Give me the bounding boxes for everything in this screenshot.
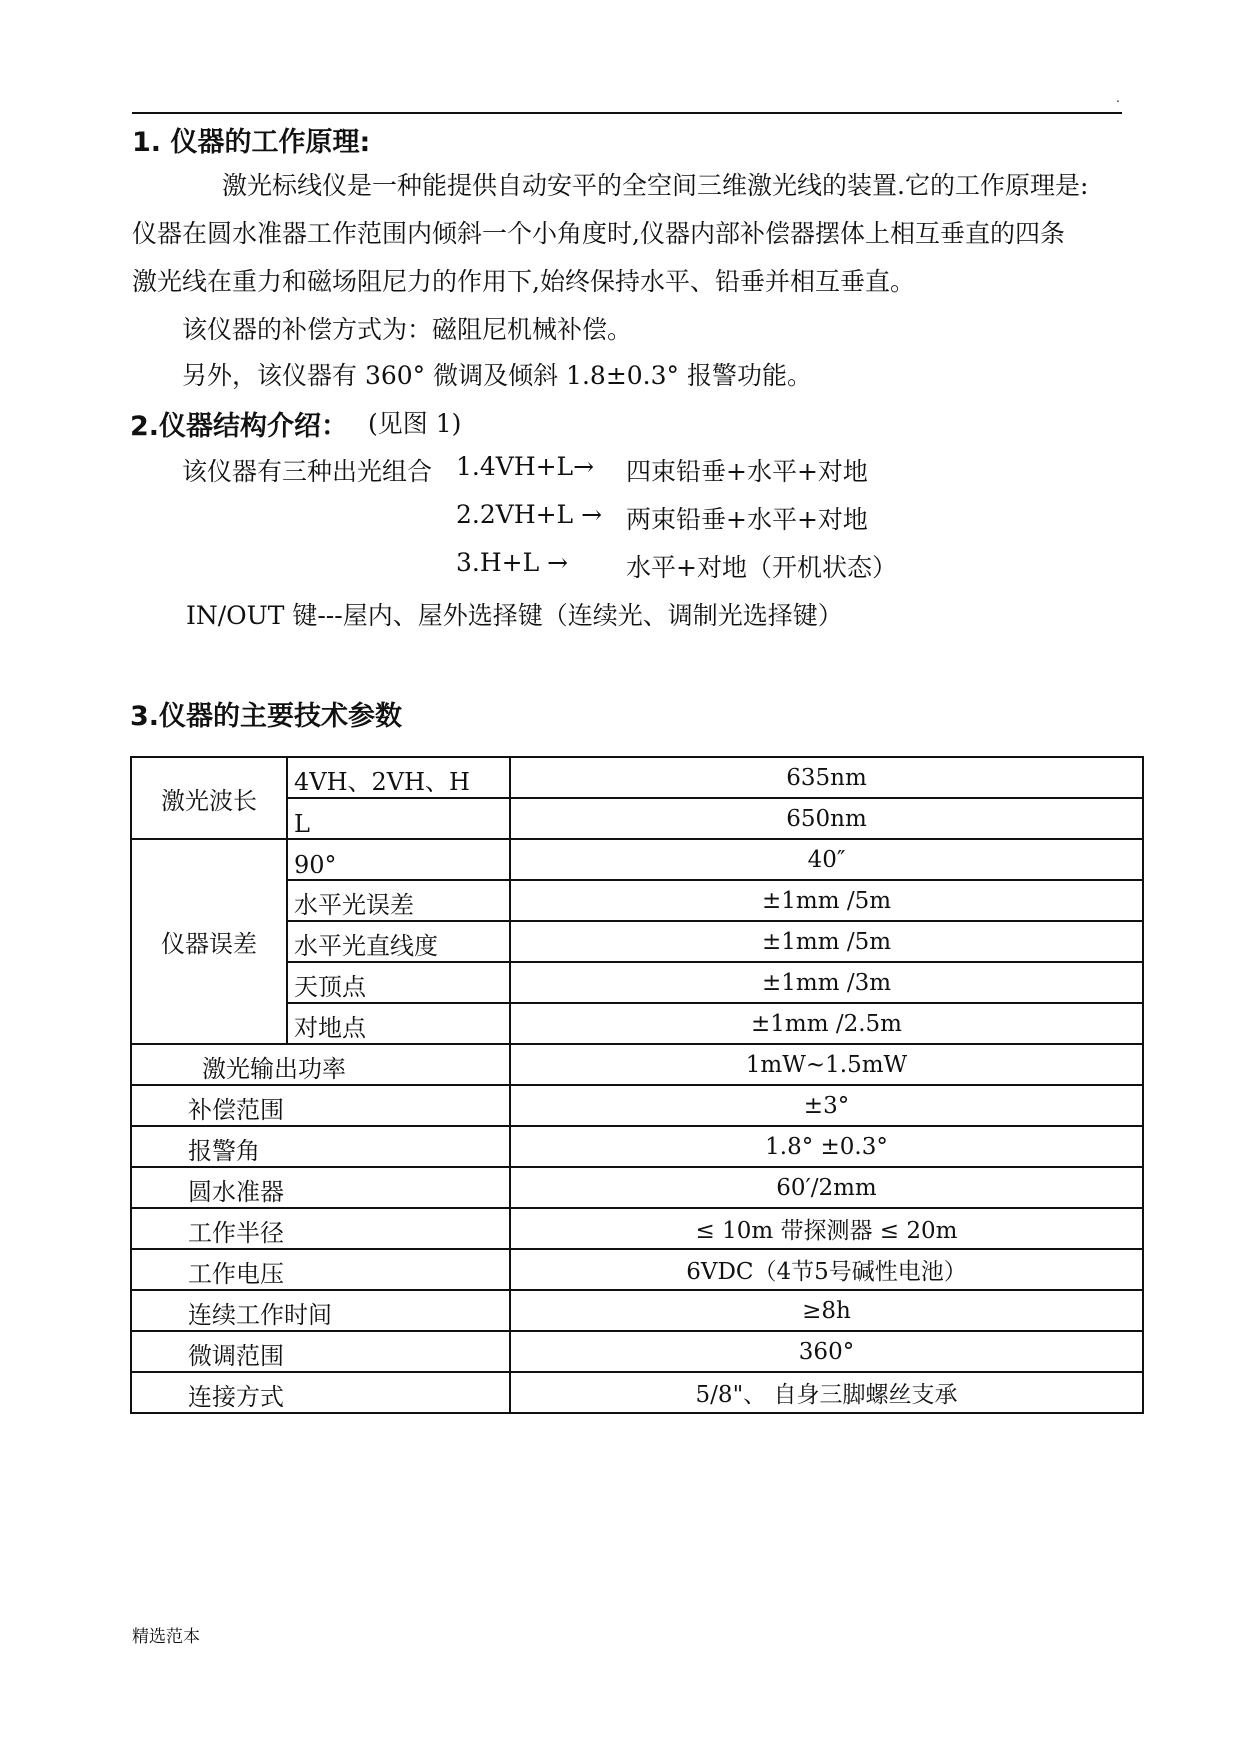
spec-value: 360° [510, 1331, 1143, 1372]
spec-table [130, 756, 1144, 1414]
wavelength-sub: L [287, 798, 510, 839]
section1-title: 1. 仪器的工作原理: [132, 127, 371, 158]
combo-desc-1: 四束铅垂+水平+对地 [626, 457, 868, 486]
wavelength-label: 激光波长 [131, 757, 287, 839]
table-row [131, 1372, 1143, 1413]
error-sub: 水平光直线度 [287, 921, 510, 962]
table-row [131, 1126, 1143, 1167]
spec-label: 激光输出功率 [131, 1044, 510, 1085]
error-sub: 水平光误差 [287, 880, 510, 921]
table-row [131, 1085, 1143, 1126]
table-row [131, 1167, 1143, 1208]
wavelength-value: 650nm [510, 798, 1143, 839]
spec-value: 6VDC（4节5号碱性电池） [510, 1249, 1143, 1290]
header-rule [132, 112, 1122, 114]
spec-label: 报警角 [131, 1126, 510, 1167]
spec-label: 补偿范围 [131, 1085, 510, 1126]
section1-para1-line1: 激光标线仪是一种能提供自动安平的全空间三维激光线的装置.它的工作原理是: [222, 171, 1089, 200]
combo-code-2: 2.2VH+L → [456, 500, 603, 529]
section1-para1-line3: 激光线在重力和磁场阻尼力的作用下,始终保持水平、铅垂并相互垂直。 [132, 267, 915, 296]
spec-value: 5/8"、 自身三脚螺丝支承 [510, 1372, 1143, 1413]
error-value: ±1mm /2.5m [510, 1003, 1143, 1044]
spec-label: 工作半径 [131, 1208, 510, 1249]
spec-value: 1mW~1.5mW [510, 1044, 1143, 1085]
section2-intro: 该仪器有三种出光组合 [182, 457, 433, 486]
section1-para3: 另外，该仪器有 360° 微调及倾斜 1.8±0.3° 报警功能。 [182, 361, 812, 390]
footer-text: 精选范本 [132, 1627, 200, 1647]
error-value: 40″ [510, 839, 1143, 880]
spec-value: ≤ 10m 带探测器 ≤ 20m [510, 1208, 1143, 1249]
spec-value: ≥8h [510, 1290, 1143, 1331]
combo-code-3: 3.H+L → [456, 548, 569, 577]
section1-para1-line2: 仪器在圆水准器工作范围内倾斜一个小角度时,仪器内部补偿器摆体上相互垂直的四条 [132, 219, 1065, 248]
table-row [131, 757, 1143, 798]
header-dot: . [1116, 91, 1120, 105]
error-label: 仪器误差 [131, 839, 287, 1044]
section1-para2: 该仪器的补偿方式为：磁阻尼机械补偿。 [182, 315, 633, 344]
spec-label: 连续工作时间 [131, 1290, 510, 1331]
spec-value: 60′/2mm [510, 1167, 1143, 1208]
error-sub: 对地点 [287, 1003, 510, 1044]
wavelength-value: 635nm [510, 757, 1143, 798]
table-row [131, 1208, 1143, 1249]
error-sub: 90° [287, 839, 510, 880]
wavelength-sub: 4VH、2VH、H [287, 757, 510, 798]
spec-label: 微调范围 [131, 1331, 510, 1372]
error-value: ±1mm /3m [510, 962, 1143, 1003]
error-sub: 天顶点 [287, 962, 510, 1003]
spec-value: 1.8° ±0.3° [510, 1126, 1143, 1167]
section2-title-note: (见图 1) [368, 409, 462, 438]
section3-title: 3.仪器的主要技术参数 [130, 701, 403, 732]
table-row [131, 1044, 1143, 1085]
combo-desc-2: 两束铅垂+水平+对地 [626, 505, 868, 534]
table-row [131, 1249, 1143, 1290]
error-value: ±1mm /5m [510, 921, 1143, 962]
error-value: ±1mm /5m [510, 880, 1143, 921]
table-row [131, 1331, 1143, 1372]
key-note: IN/OUT 键---屋内、屋外选择键（连续光、调制光选择键） [186, 601, 843, 630]
combo-code-1: 1.4VH+L→ [456, 452, 595, 481]
table-row [131, 839, 1143, 880]
spec-label: 连接方式 [131, 1372, 510, 1413]
combo-desc-3: 水平+对地（开机状态） [626, 553, 897, 582]
spec-label: 工作电压 [131, 1249, 510, 1290]
spec-value: ±3° [510, 1085, 1143, 1126]
spec-label: 圆水准器 [131, 1167, 510, 1208]
section2-title: 2.仪器结构介绍： [130, 411, 349, 442]
table-row [131, 1290, 1143, 1331]
